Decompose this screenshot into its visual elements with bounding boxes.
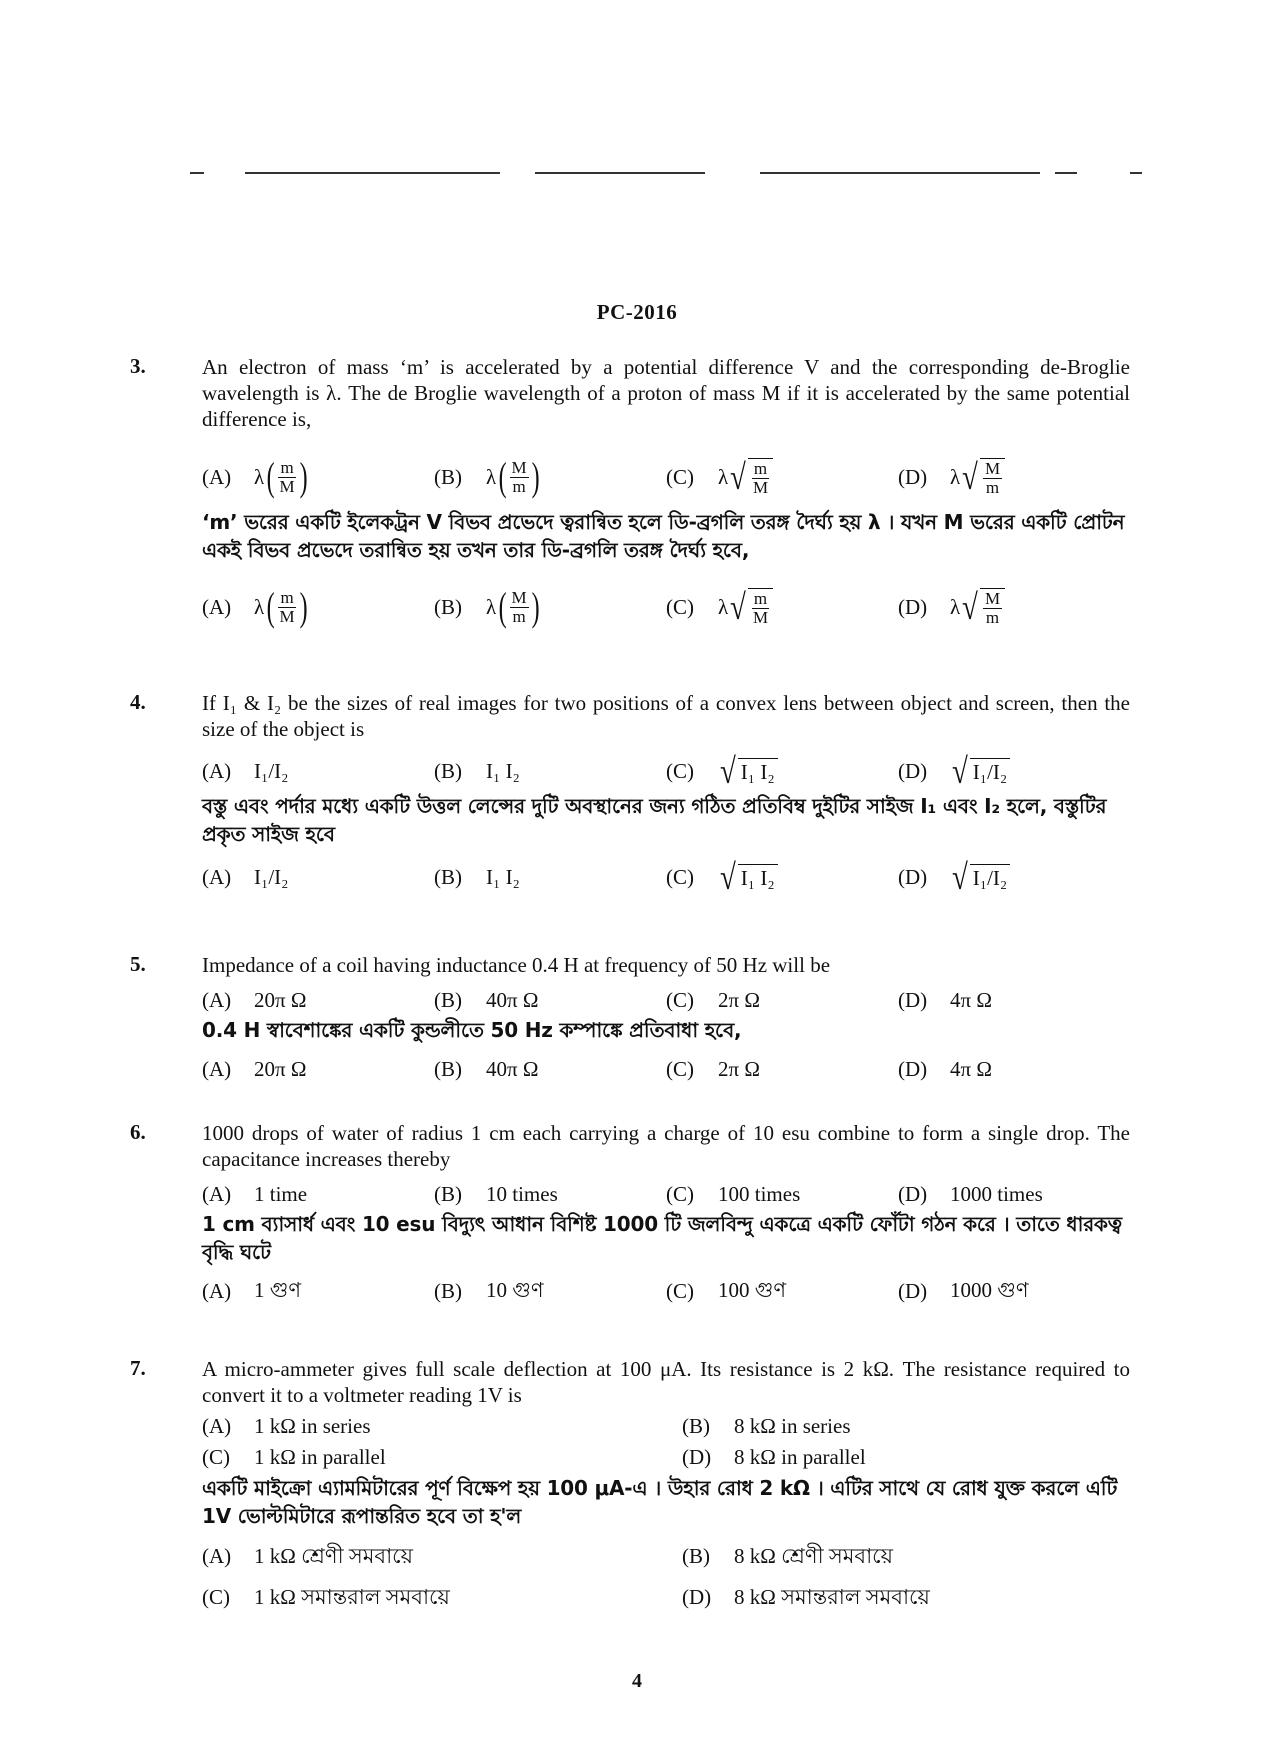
- options-bn: [202, 1052, 1130, 1086]
- options-en: [202, 750, 1130, 792]
- option-d[interactable]: (D) √ I₁/I₂: [898, 753, 1130, 789]
- scan-top-rules: [0, 172, 1274, 176]
- option-c[interactable]: (C) λ √ $\frac{m}{M}$: [666, 588, 898, 627]
- option-a[interactable]: (A) I₁/I₂: [202, 758, 289, 783]
- option-a[interactable]: (A) 20π Ω: [202, 987, 307, 1012]
- question-text-bn: 1 cm ব্যাসার্ধ এবং 10 esu বিদ্যুৎ আধান বিশিষ্ট 1000 টি জলবিন্দু একত্রে একটি ফোঁটা গঠন করে । তাতে ধারকত্ব বৃদ্ধি ঘটে: [202, 1212, 1122, 1264]
- options-en: [202, 1178, 1130, 1210]
- options-bn: [202, 1274, 1130, 1308]
- option-b[interactable]: (B) I₁ I₂: [434, 864, 520, 889]
- options-bn: [202, 576, 1130, 638]
- option-a[interactable]: (A) 1 kΩ in series: [202, 1414, 371, 1438]
- option-c[interactable]: (C) 100 times: [666, 1181, 801, 1206]
- option-c[interactable]: (C) 2π Ω: [666, 987, 760, 1012]
- option-c[interactable]: (C) 1 kΩ in parallel: [202, 1445, 386, 1469]
- option-a[interactable]: (A) I₁/I₂: [202, 864, 289, 889]
- option-d[interactable]: (D) 1000 গুণ: [898, 1277, 1029, 1303]
- option-c[interactable]: (C) √ I₁ I₂: [666, 753, 898, 789]
- options-bn: [202, 1540, 1130, 1616]
- option-a[interactable]: (A) 1 kΩ শ্রেণী সমবায়ে: [202, 1544, 413, 1568]
- question-number: 6.: [130, 1120, 146, 1144]
- options-en: [202, 1414, 1130, 1470]
- question-7: [130, 1356, 1130, 1616]
- question-text-en: Impedance of a coil having inductance 0.4 H at frequency of 50 Hz will be: [202, 953, 831, 977]
- option-a[interactable]: (A) 1 গুণ: [202, 1277, 302, 1303]
- question-number: 5.: [130, 952, 146, 976]
- options-bn: [202, 856, 1130, 898]
- option-c[interactable]: (C) 100 গুণ: [666, 1277, 787, 1303]
- option-b[interactable]: (B) I₁ I₂: [434, 758, 520, 783]
- option-b[interactable]: (B) 10 times: [434, 1181, 558, 1206]
- question-text-bn: ‘m’ ভরের একটি ইলেকট্রন V বিভব প্রভেদে ত্বরান্বিত হলে ডি-ব্রগলি তরঙ্গ দৈর্ঘ্য হয় λ । যখন M ভরের একটি প্রোটন একই বিভব প্রভেদে তরান্বিত হয় তখন তার ডি-ব্রগলি তরঙ্গ দৈর্ঘ্য হবে,: [202, 510, 1125, 562]
- option-d[interactable]: (D) λ √ $\frac{M}{m}$: [898, 588, 1130, 627]
- option-b[interactable]: (B) λ ( $\frac{M}{m}$ ): [434, 584, 540, 629]
- options-en: [202, 446, 1130, 508]
- question-text-en: An electron of mass ‘m’ is accelerated by a potential difference V and the corresponding de-Broglie wavelength is λ. The de Broglie wavelength of a proton of mass M if it is accelerated by the same potential difference is,: [202, 355, 1130, 431]
- page-number: 4: [632, 1670, 642, 1692]
- question-text-en: 1000 drops of water of radius 1 cm each carrying a charge of 10 esu combine to form a single drop. The capacitance increases thereby: [202, 1121, 1130, 1171]
- option-c[interactable]: (C) 1 kΩ সমান্তরাল সমবায়ে: [202, 1585, 450, 1609]
- question-number: 4.: [130, 690, 146, 714]
- option-d[interactable]: (D) 4π Ω: [898, 987, 992, 1012]
- option-a[interactable]: (A) 1 time: [202, 1181, 308, 1206]
- option-b[interactable]: (B) 8 kΩ শ্রেণী সমবায়ে: [682, 1544, 893, 1568]
- question-6: [130, 1120, 1130, 1308]
- option-d[interactable]: (D) λ √ $\frac{M}{m}$: [898, 458, 1130, 497]
- option-b[interactable]: (B) λ ( $\frac{M}{m}$ ): [434, 454, 540, 499]
- question-text-en: If I₁ & I₂ be the sizes of real images for two positions of a convex lens between object and screen, then the size of the object is: [202, 691, 1130, 741]
- question-text-bn: বস্তু এবং পর্দার মধ্যে একটি উত্তল লেন্সের দুটি অবস্থানের জন্য গঠিত প্রতিবিম্ব দুইটির সাইজ I₁ এবং I₂ হলে, বস্তুটির প্রকৃত সাইজ হবে: [202, 794, 1107, 846]
- question-5: [130, 952, 1130, 1086]
- question-text-bn: একটি মাইক্রো এ্যামমিটারের পূর্ণ বিক্ষেপ হয় 100 μA-এ । উহার রোধ 2 kΩ । এটির সাথে যে রোধ যুক্ত করলে এটি 1V ভোল্টমিটারে রূপান্তরিত হবে তা হ'ল: [202, 1476, 1118, 1528]
- option-c[interactable]: (C) λ √ $\frac{m}{M}$: [666, 458, 898, 497]
- option-b[interactable]: (B) 8 kΩ in series: [682, 1414, 851, 1438]
- option-d[interactable]: (D) √ I₁/I₂: [898, 859, 1130, 895]
- question-number: 7.: [130, 1356, 146, 1380]
- option-a[interactable]: (A) λ ( $\frac{m}{M}$ ): [202, 584, 308, 629]
- option-c[interactable]: (C) √ I₁ I₂: [666, 859, 898, 895]
- option-d[interactable]: (D) 8 kΩ in parallel: [682, 1445, 866, 1469]
- option-d[interactable]: (D) 8 kΩ সমান্তরাল সমবায়ে: [682, 1585, 930, 1609]
- question-text-bn: 0.4 H স্বাবেশাঙ্কের একটি কুন্ডলীতে 50 Hz কম্পাঙ্কে প্রতিবাধা হবে,: [202, 1018, 742, 1042]
- option-c[interactable]: (C) 2π Ω: [666, 1056, 760, 1081]
- question-4: [130, 690, 1130, 898]
- option-d[interactable]: (D) 4π Ω: [898, 1056, 992, 1081]
- option-a[interactable]: (A) 20π Ω: [202, 1056, 307, 1081]
- option-a[interactable]: (A) λ ( $\frac{m}{M}$ ): [202, 454, 308, 499]
- options-en: [202, 984, 1130, 1016]
- paper-code: PC-2016: [596, 300, 678, 324]
- question-text-en: A micro-ammeter gives full scale deflection at 100 μA. Its resistance is 2 kΩ. The resistance required to convert it to a voltmeter reading 1V is: [202, 1357, 1130, 1407]
- option-b[interactable]: (B) 10 গুণ: [434, 1277, 544, 1303]
- option-b[interactable]: (B) 40π Ω: [434, 1056, 539, 1081]
- option-b[interactable]: (B) 40π Ω: [434, 987, 539, 1012]
- option-d[interactable]: (D) 1000 times: [898, 1181, 1043, 1206]
- question-3: [130, 354, 1130, 638]
- question-number: 3.: [130, 354, 146, 378]
